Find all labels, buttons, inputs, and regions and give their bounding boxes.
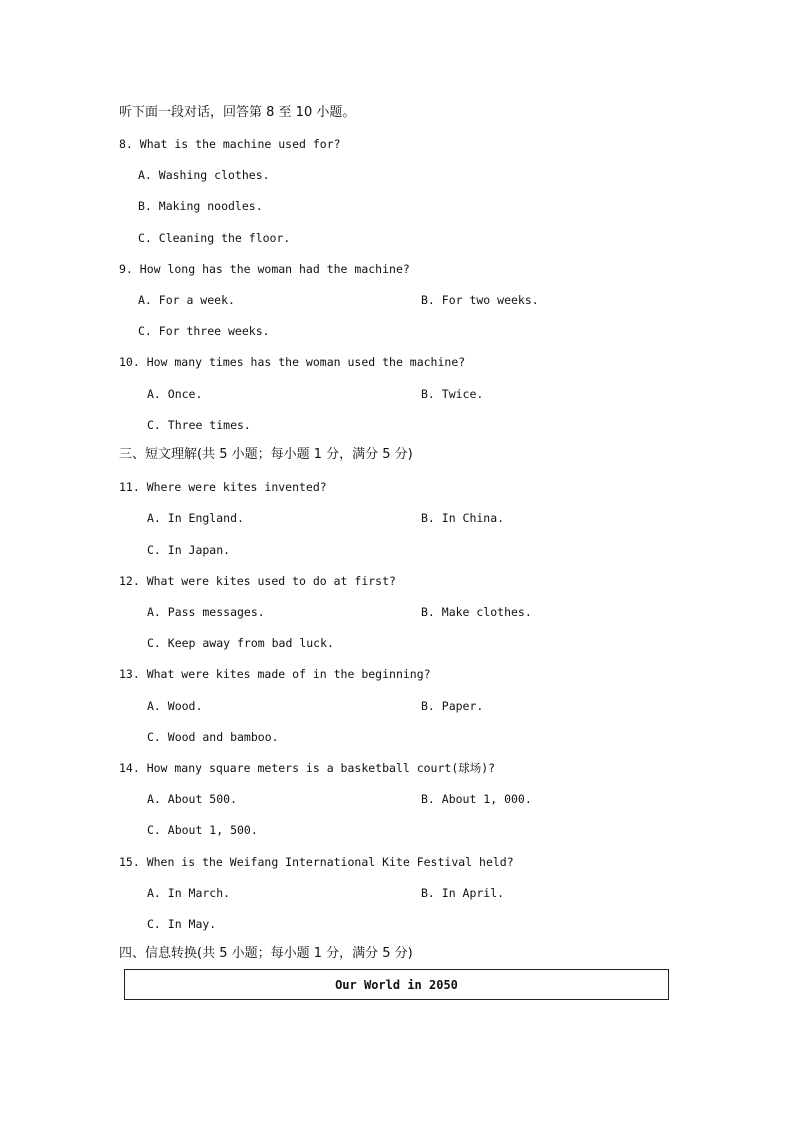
- question-8-option-b: B. Making noodles.: [138, 199, 263, 213]
- question-10-option-b: B. Twice.: [421, 387, 484, 401]
- question-11-option-b: B. In China.: [421, 511, 505, 525]
- question-14-stem: 14. How many square meters is a basketball court(球场)?: [119, 761, 496, 775]
- question-9-option-a: A. For a week.: [138, 293, 235, 307]
- question-12-option-b: B. Make clothes.: [421, 605, 532, 619]
- question-9-option-b: B. For two weeks.: [421, 293, 539, 307]
- section-3-heading: 三、短文理解(共 5 小题；每小题 1 分，满分 5 分): [119, 447, 413, 462]
- question-12-option-a: A. Pass messages.: [147, 605, 265, 619]
- question-8-option-c: C. Cleaning the floor.: [138, 231, 291, 245]
- info-table-title: Our World in 2050: [335, 977, 458, 992]
- question-12-stem: 12. What were kites used to do at first?: [119, 574, 396, 588]
- question-11-option-a: A. In England.: [147, 511, 244, 525]
- section-4-heading: 四、信息转换(共 5 小题；每小题 1 分，满分 5 分): [119, 946, 413, 961]
- question-8-stem: 8. What is the machine used for?: [119, 137, 341, 151]
- question-8-option-a: A. Washing clothes.: [138, 168, 270, 182]
- question-11-option-c: C. In Japan.: [147, 543, 231, 557]
- question-12-option-c: C. Keep away from bad luck.: [147, 636, 334, 650]
- question-13-option-b: B. Paper.: [421, 699, 484, 713]
- question-15-option-c: C. In May.: [147, 917, 217, 931]
- question-10-stem: 10. How many times has the woman used the machine?: [119, 355, 466, 369]
- question-14-option-c: C. About 1, 500.: [147, 823, 258, 837]
- question-15-option-a: A. In March.: [147, 886, 231, 900]
- question-14-option-a: A. About 500.: [147, 792, 238, 806]
- question-9-option-c: C. For three weeks.: [138, 324, 270, 338]
- question-15-option-b: B. In April.: [421, 886, 505, 900]
- question-10-option-a: A. Once.: [147, 387, 203, 401]
- question-11-stem: 11. Where were kites invented?: [119, 480, 327, 494]
- question-13-option-a: A. Wood.: [147, 699, 203, 713]
- info-table-header: [124, 969, 669, 1000]
- question-13-stem: 13. What were kites made of in the beginning?: [119, 667, 431, 681]
- question-9-stem: 9. How long has the woman had the machine?: [119, 262, 410, 276]
- section-instruction-8-10: 听下面一段对话，回答第 8 至 10 小题。: [119, 105, 356, 120]
- question-14-option-b: B. About 1, 000.: [421, 792, 532, 806]
- question-10-option-c: C. Three times.: [147, 418, 251, 432]
- question-13-option-c: C. Wood and bamboo.: [147, 730, 279, 744]
- question-15-stem: 15. When is the Weifang International Kite Festival held?: [119, 855, 514, 869]
